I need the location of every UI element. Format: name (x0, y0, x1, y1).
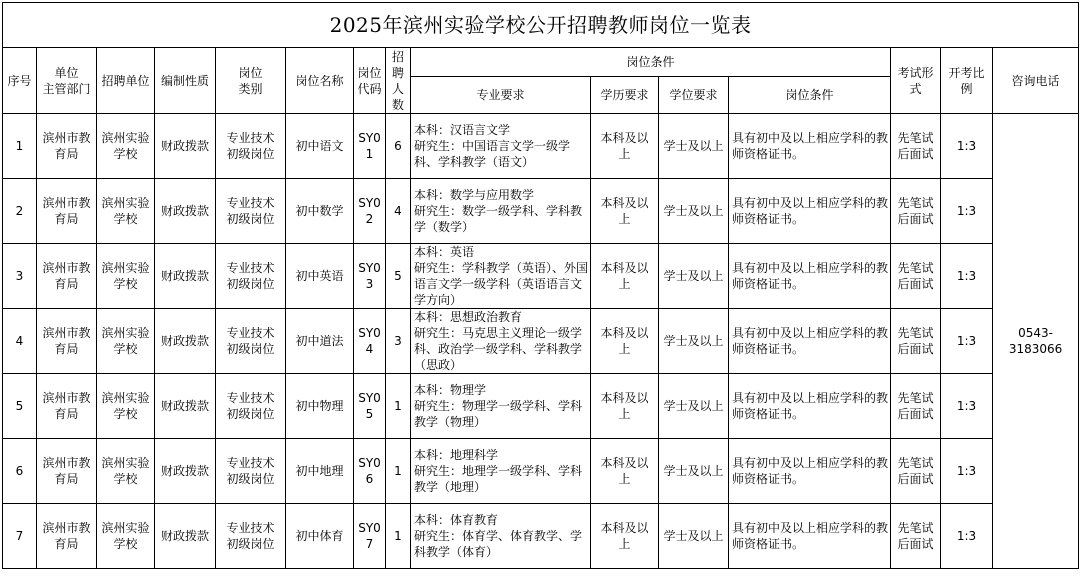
cell-count: 1 (386, 439, 411, 504)
cell-code: SY02 (354, 179, 386, 244)
cell-ratio: 1:3 (941, 179, 993, 244)
cell-unit: 滨州实验 学校 (97, 114, 155, 179)
cell-degree: 学士及以上 (659, 309, 729, 374)
cell-major: 本科：英语 研究生：学科教学（英语）、外国语言文学一级学科（英语语言文学方向） (411, 244, 591, 309)
cell-exam: 先笔试 后面试 (891, 504, 941, 569)
cell-degree: 学士及以上 (659, 504, 729, 569)
cell-count: 1 (386, 504, 411, 569)
cell-exam: 先笔试 后面试 (891, 374, 941, 439)
cell-unit: 滨州实验 学校 (97, 374, 155, 439)
header-condition-detail: 岗位条件 (729, 77, 891, 114)
cell-seq: 2 (3, 179, 37, 244)
cell-nature: 财政拨款 (155, 374, 216, 439)
cell-unit: 滨州实验 学校 (97, 244, 155, 309)
cell-phone: 0543- 3183066 (993, 114, 1079, 569)
cell-count: 3 (386, 309, 411, 374)
cell-position: 初中地理 (286, 439, 354, 504)
cell-nature: 财政拨款 (155, 114, 216, 179)
cell-condition: 具有初中及以上相应学科的教师资格证书。 (729, 244, 891, 309)
cell-exam: 先笔试 后面试 (891, 309, 941, 374)
cell-education: 本科及以 上 (591, 309, 659, 374)
cell-exam: 先笔试 后面试 (891, 179, 941, 244)
header-education: 学历要求 (591, 77, 659, 114)
cell-education: 本科及以 上 (591, 504, 659, 569)
cell-unit: 滨州实验 学校 (97, 309, 155, 374)
table-row (3, 114, 1079, 179)
header-seq: 序号 (3, 48, 37, 114)
cell-code: SY05 (354, 374, 386, 439)
cell-code: SY03 (354, 244, 386, 309)
cell-position: 初中体育 (286, 504, 354, 569)
cell-condition: 具有初中及以上相应学科的教师资格证书。 (729, 179, 891, 244)
cell-category: 专业技术 初级岗位 (216, 244, 286, 309)
table-row (3, 439, 1079, 504)
cell-dept: 滨州市教 育局 (37, 439, 97, 504)
cell-condition: 具有初中及以上相应学科的教师资格证书。 (729, 439, 891, 504)
cell-nature: 财政拨款 (155, 309, 216, 374)
cell-education: 本科及以 上 (591, 439, 659, 504)
cell-unit: 滨州实验 学校 (97, 504, 155, 569)
table-body (3, 114, 1079, 569)
header-major: 专业要求 (411, 77, 591, 114)
cell-count: 5 (386, 244, 411, 309)
cell-degree: 学士及以上 (659, 374, 729, 439)
cell-exam: 先笔试 后面试 (891, 114, 941, 179)
table-row (3, 309, 1079, 374)
cell-major: 本科：数学与应用数学 研究生：数学一级学科、学科教学（数学） (411, 179, 591, 244)
cell-seq: 3 (3, 244, 37, 309)
cell-count: 6 (386, 114, 411, 179)
cell-major: 本科：物理学 研究生：物理学一级学科、学科教学（物理） (411, 374, 591, 439)
cell-unit: 滨州实验 学校 (97, 439, 155, 504)
cell-dept: 滨州市教 育局 (37, 179, 97, 244)
cell-code: SY07 (354, 504, 386, 569)
header-count: 招 聘 人 数 (386, 48, 411, 114)
cell-dept: 滨州市教 育局 (37, 244, 97, 309)
cell-major: 本科：汉语言文学 研究生：中国语言文学一级学科、学科教学（语文） (411, 114, 591, 179)
cell-condition: 具有初中及以上相应学科的教师资格证书。 (729, 374, 891, 439)
cell-nature: 财政拨款 (155, 439, 216, 504)
cell-seq: 6 (3, 439, 37, 504)
cell-major: 本科：地理科学 研究生：地理学一级学科、学科教学（地理） (411, 439, 591, 504)
cell-condition: 具有初中及以上相应学科的教师资格证书。 (729, 504, 891, 569)
cell-education: 本科及以 上 (591, 374, 659, 439)
cell-position: 初中数学 (286, 179, 354, 244)
header-exam: 考试形 式 (891, 48, 941, 114)
cell-dept: 滨州市教 育局 (37, 504, 97, 569)
cell-position: 初中语文 (286, 114, 354, 179)
cell-category: 专业技术 初级岗位 (216, 374, 286, 439)
cell-code: SY04 (354, 309, 386, 374)
cell-nature: 财政拨款 (155, 244, 216, 309)
cell-category: 专业技术 初级岗位 (216, 504, 286, 569)
table-row (3, 179, 1079, 244)
cell-category: 专业技术 初级岗位 (216, 114, 286, 179)
header-position: 岗位名称 (286, 48, 354, 114)
cell-position: 初中物理 (286, 374, 354, 439)
cell-unit: 滨州实验 学校 (97, 179, 155, 244)
cell-degree: 学士及以上 (659, 179, 729, 244)
cell-degree: 学士及以上 (659, 244, 729, 309)
cell-condition: 具有初中及以上相应学科的教师资格证书。 (729, 114, 891, 179)
cell-exam: 先笔试 后面试 (891, 244, 941, 309)
cell-ratio: 1:3 (941, 114, 993, 179)
cell-nature: 财政拨款 (155, 504, 216, 569)
table-row (3, 374, 1079, 439)
header-category: 岗位 类别 (216, 48, 286, 114)
cell-code: SY01 (354, 114, 386, 179)
cell-education: 本科及以 上 (591, 114, 659, 179)
cell-position: 初中道法 (286, 309, 354, 374)
cell-seq: 4 (3, 309, 37, 374)
cell-dept: 滨州市教 育局 (37, 309, 97, 374)
header-dept: 单位 主管部门 (37, 48, 97, 114)
cell-education: 本科及以 上 (591, 244, 659, 309)
table-row (3, 504, 1079, 569)
cell-dept: 滨州市教 育局 (37, 374, 97, 439)
header-code: 岗位 代码 (354, 48, 386, 114)
cell-seq: 5 (3, 374, 37, 439)
cell-education: 本科及以 上 (591, 179, 659, 244)
header-nature: 编制性质 (155, 48, 216, 114)
cell-ratio: 1:3 (941, 374, 993, 439)
cell-major: 本科：思想政治教育 研究生：马克思主义理论一级学科、政治学一级学科、学科教学（思政） (411, 309, 591, 374)
header-phone: 咨询电话 (993, 48, 1079, 114)
header-unit: 招聘单位 (97, 48, 155, 114)
table-title: 2025年滨州实验学校公开招聘教师岗位一览表 (3, 3, 1079, 48)
cell-count: 1 (386, 374, 411, 439)
cell-nature: 财政拨款 (155, 179, 216, 244)
header-conditions-group: 岗位条件 (411, 48, 891, 77)
positions-table (2, 2, 1079, 569)
cell-degree: 学士及以上 (659, 114, 729, 179)
cell-ratio: 1:3 (941, 439, 993, 504)
cell-seq: 7 (3, 504, 37, 569)
cell-code: SY06 (354, 439, 386, 504)
table-row (3, 244, 1079, 309)
cell-ratio: 1:3 (941, 504, 993, 569)
cell-exam: 先笔试 后面试 (891, 439, 941, 504)
cell-category: 专业技术 初级岗位 (216, 309, 286, 374)
cell-category: 专业技术 初级岗位 (216, 439, 286, 504)
cell-dept: 滨州市教 育局 (37, 114, 97, 179)
cell-category: 专业技术 初级岗位 (216, 179, 286, 244)
cell-major: 本科：体育教育 研究生：体育学、体育教学、学科教学（体育） (411, 504, 591, 569)
cell-ratio: 1:3 (941, 309, 993, 374)
cell-ratio: 1:3 (941, 244, 993, 309)
cell-count: 4 (386, 179, 411, 244)
cell-seq: 1 (3, 114, 37, 179)
header-degree: 学位要求 (659, 77, 729, 114)
cell-degree: 学士及以上 (659, 439, 729, 504)
cell-position: 初中英语 (286, 244, 354, 309)
cell-condition: 具有初中及以上相应学科的教师资格证书。 (729, 309, 891, 374)
header-ratio: 开考比 例 (941, 48, 993, 114)
